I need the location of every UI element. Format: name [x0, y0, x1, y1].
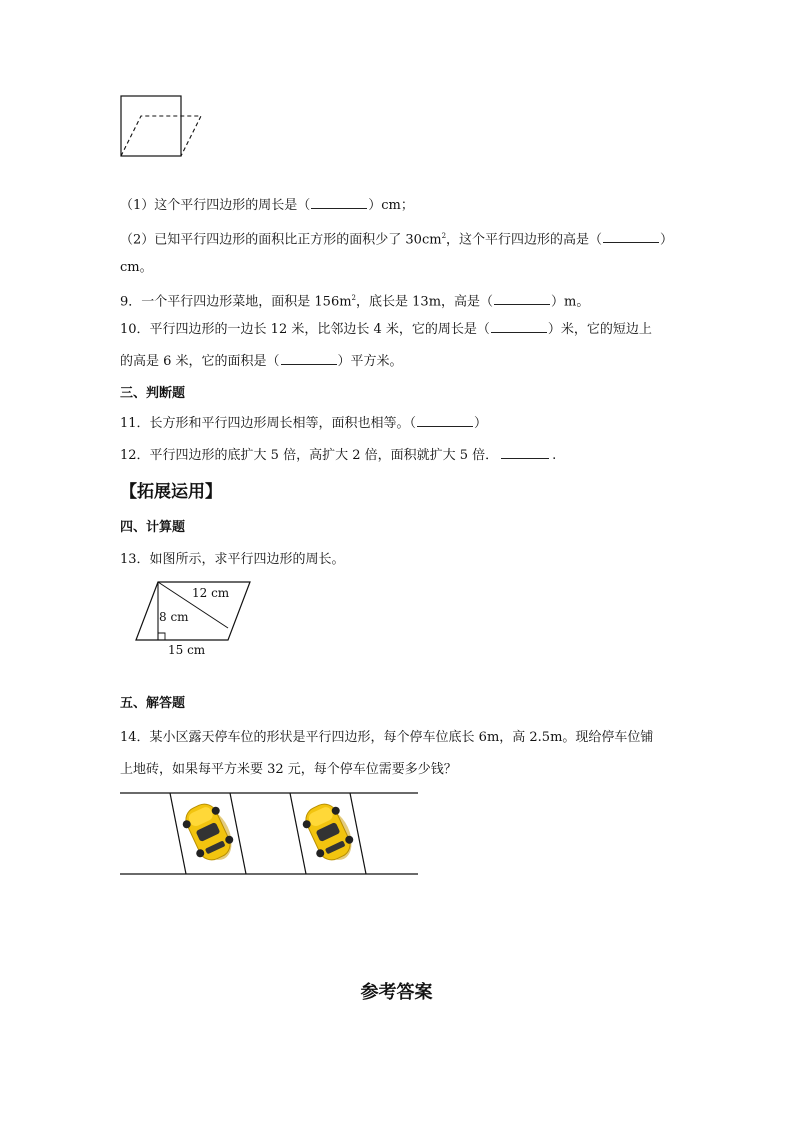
q11	[120, 414, 487, 434]
section-heading-judgement: 三、判断题	[120, 386, 186, 401]
answer-blank[interactable]	[281, 353, 337, 365]
q10-prefix: 10．平行四边形的一边长 12 米，比邻边长 4 米，它的周长是（	[120, 322, 490, 337]
car-icon	[298, 798, 359, 868]
parallelogram-figure	[128, 578, 278, 658]
q8-sub1	[120, 196, 414, 216]
superscript: 2	[351, 294, 357, 302]
section-heading-word-problem: 五、解答题	[120, 696, 186, 711]
q14-line1: 14．某小区露天停车位的形状是平行四边形，每个停车位底长 6m，高 2.5m。现给停车位铺	[120, 730, 654, 745]
height-label: 8 cm	[159, 610, 189, 624]
slot-divider	[170, 793, 186, 874]
q11-prefix: 11．长方形和平行四边形周长相等，面积也相等。（	[120, 416, 417, 431]
dashed-parallelogram	[121, 116, 201, 156]
q10-line1	[120, 320, 652, 340]
car-icon	[178, 798, 239, 868]
q8-sub2-mid: ，这个平行四边形的高是（	[446, 232, 603, 248]
q10-line2	[120, 352, 403, 372]
q12-suffix: .	[552, 448, 557, 463]
q10-line2-suffix: ）平方米。	[337, 354, 403, 369]
q8-sub1-prefix: （1）这个平行四边形的周长是（	[120, 198, 311, 213]
answer-blank[interactable]	[603, 231, 659, 243]
section-heading-calculation: 四、计算题	[120, 520, 186, 535]
q8-sub1-suffix: ）cm；	[368, 198, 414, 213]
answer-blank[interactable]	[491, 321, 547, 333]
q13-text: 13．如图所示，求平行四边形的周长。	[120, 552, 345, 567]
q8-sub2	[120, 226, 673, 250]
q8-sub2-suffix: ）	[660, 232, 674, 248]
q9-prefix: 9．一个平行四边形菜地，面积是 156m	[120, 294, 352, 310]
answer-blank[interactable]	[494, 293, 550, 305]
answer-blank[interactable]	[311, 197, 367, 209]
extension-title: 【拓展运用】	[120, 482, 222, 502]
base-label: 15 cm	[168, 643, 206, 657]
q8-sub2-prefix: （2）已知平行四边形的面积比正方形的面积少了 30cm	[120, 232, 442, 248]
q11-suffix: ）	[474, 416, 488, 431]
q10-line2-prefix: 的高是 6 米，它的面积是（	[120, 354, 280, 369]
q9-suffix: ）m。	[551, 294, 590, 310]
answer-title: 参考答案	[360, 982, 433, 1003]
answer-blank[interactable]	[501, 446, 549, 459]
parking-lot-figure	[118, 788, 422, 880]
q9	[120, 288, 589, 312]
q12-prefix: 12．平行四边形的底扩大 5 倍，高扩大 2 倍，面积就扩大 5 倍．	[120, 448, 499, 463]
superscript: 2	[441, 232, 447, 240]
answer-blank[interactable]	[417, 415, 473, 427]
q12	[120, 446, 556, 466]
q10-mid: ）米，它的短边上	[547, 322, 652, 337]
q14-line2: 上地砖，如果每平方米要 32 元，每个停车位需要多少钱？	[120, 762, 457, 777]
right-angle-mark	[158, 633, 165, 640]
square-shape	[121, 96, 181, 156]
slot-divider	[350, 793, 366, 874]
q9-mid: ，底长是 13m，高是（	[356, 294, 494, 310]
top-label: 12 cm	[192, 586, 230, 600]
square-parallelogram-figure	[118, 92, 208, 162]
q8-sub2-cont: cm。	[120, 260, 153, 275]
slot-divider	[230, 793, 246, 874]
slot-divider	[290, 793, 306, 874]
